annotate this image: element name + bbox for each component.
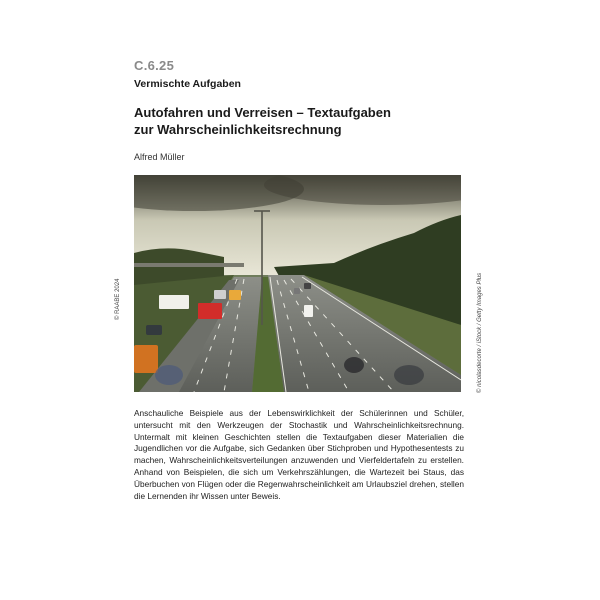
category-label: Vermischte Aufgaben [134,78,241,90]
photo-credit: © nicolasdecorte / iStock / Getty Images Plus [477,272,483,393]
author-name: Alfred Müller [134,152,185,162]
highway-photo [134,175,461,392]
highway-illustration [134,175,461,392]
description-paragraph: Anschauliche Beispiele aus der Lebenswirklichkeit der Schülerinnen und Schüler, untersucht mit den Werkzeugen der Stochastik und Wahrscheinlichkeitsrechnung. Untermalt mit kleinen Geschichten stellen die Textaufgaben dieser Materialien die Jugendlichen vor die Aufgabe, sich Gedanken über Stichproben und Hypothesentests zu machen, Wahrscheinlichkeitsverteilungen anzuwenden und Vierfeldertafeln zu erstellen. Anhand von Beispielen, die sich um Verkehrszählungen, die Wartezeit bei Staus, das Überbuchen von Flügen oder die Regenwahrscheinlichkeit am Urlaubsziel drehen, stellen die Lernenden ihr Wissen unter Beweis. [134,408,464,501]
title-line-1: Autofahren und Verreisen – Textaufgaben [134,105,391,120]
document-title [134,104,464,138]
material-code: C.6.25 [134,58,175,73]
title-line-2: zur Wahrscheinlichkeitsrechnung [134,122,342,137]
copyright-publisher: © RAABE 2024 [115,278,121,320]
